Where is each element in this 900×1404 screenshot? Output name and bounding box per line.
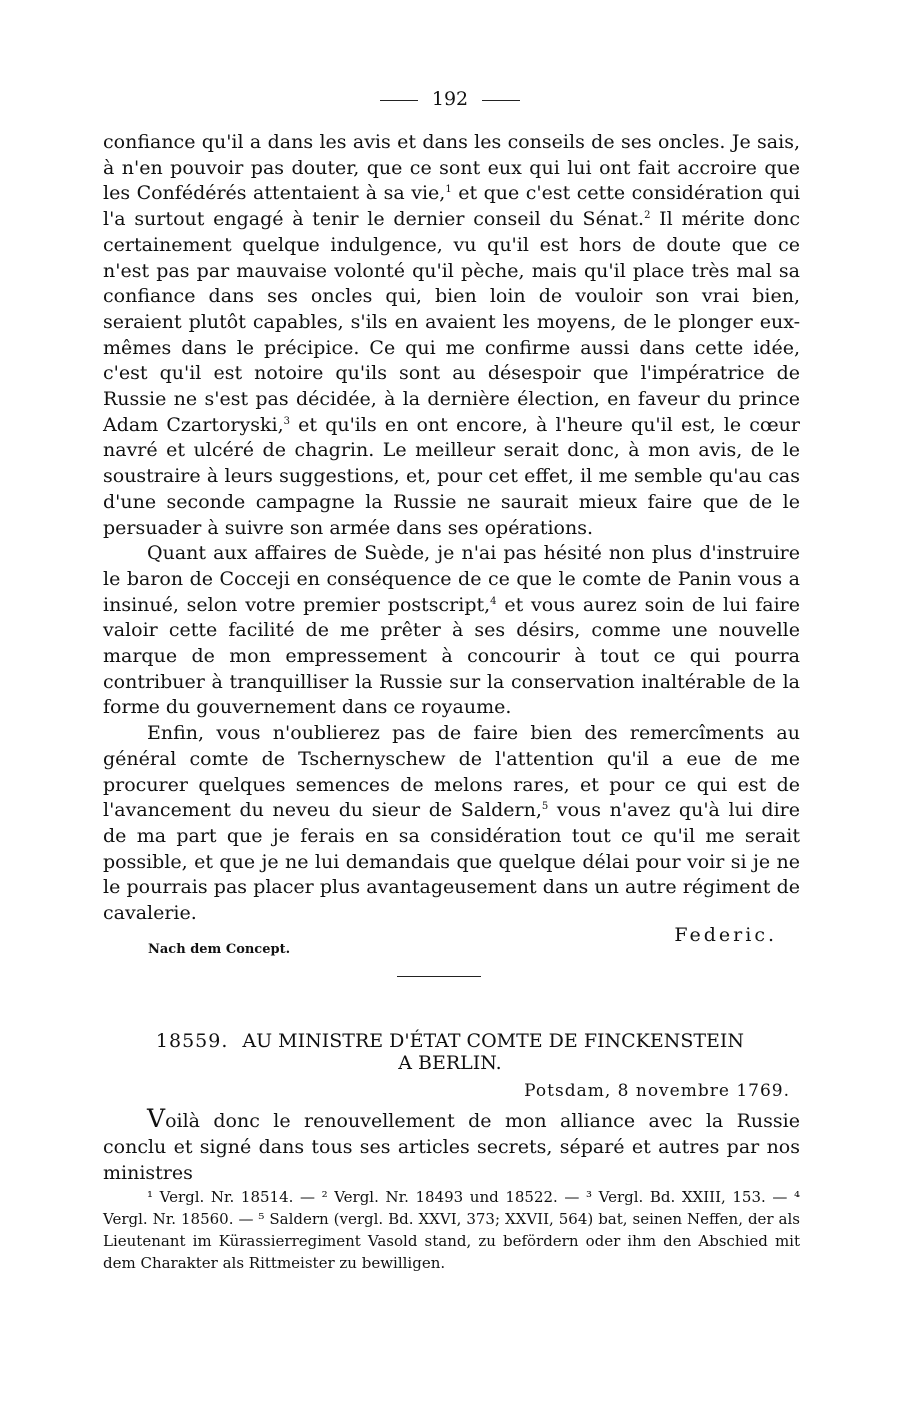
paragraph-2-text-a: Quant aux affaires de Suède, je n'ai pas hésité non plus d'instruire le baron de Cocceji en conséquence de ce que le comte de Panin vous a insinué, selon votre premier postscript,: [103, 542, 800, 616]
letter-heading: [110, 1030, 790, 1074]
dateline: Potsdam, 8 novembre 1769.: [524, 1081, 790, 1101]
letter-title-line-1: AU MINISTRE D'ÉTAT COMTE DE FINCKENSTEIN: [242, 1030, 745, 1052]
page-header: [0, 88, 900, 110]
paragraph-1-text-b: et que c'est cette considération qui l'a surtout engagé à tenir le dernier conseil du Sénat.: [103, 182, 800, 231]
section-divider: [397, 976, 481, 977]
footnote-ref-4: 4: [490, 595, 497, 607]
footnotes: [103, 1186, 800, 1274]
letter-body: [103, 1106, 800, 1186]
signature: Federic.: [674, 924, 777, 946]
paragraph-3: [103, 721, 800, 927]
paragraph-2: [103, 541, 800, 721]
paragraph-1-text-c: Il mérite donc certainement quelque indulgence, vu qu'il est hors de doute que ce n'est pas par mauvaise volonté qu'il pèche, mais qu'il place très mal sa confiance dans ses oncles qui, bien loin de vouloir son vrai bien, seraient plutôt capables, s'ils en avaient les moyens, de le plonger eux-mêmes dans le précipice. Ce qui me confirme aussi dans cette idée, c'est qu'il est notoire qu'ils sont au désespoir que l'impératrice de Russie ne s'est pas décidée, à la dernière élection, en faveur du prince Adam Czartoryski,: [103, 208, 801, 436]
paragraph-2-text-b: et vous aurez soin de lui faire valoir cette facilité de me prêter à ses désirs, comme une nouvelle marque de mon empressement à concourir à tout ce qui pourra contribuer à tranquilliser la Russie sur la conservation inaltérable de la forme du gouvernement dans ce royaume.: [103, 593, 800, 719]
letter-number: 18559.: [155, 1030, 229, 1052]
footnotes-text: ¹ Vergl. Nr. 18514. — ² Vergl. Nr. 18493 und 18522. — ³ Vergl. Bd. XXIII, 153. — ⁴ Vergl. Nr. 18560. — ⁵ Saldern (vergl. Bd. XXVI, 373; XXVII, 564) bat, seinen Neffen, der als Lieutenant im Kürassierregiment Vasold stand, zu befördern oder ihm den Abschied mit dem Charakter als Rittmeister zu bewilligen.: [103, 1188, 800, 1272]
letter-text: oilà donc le renouvellement de mon alliance avec la Russie conclu et signé dans tous ses articles secrets, séparé et autres par nos ministres: [103, 1110, 800, 1184]
source-note: Nach dem Concept.: [148, 942, 291, 957]
page-number: 192: [431, 88, 469, 110]
paragraph-1: [103, 130, 800, 541]
footnote-ref-5: 5: [541, 801, 549, 813]
letter-heading-line-1: [110, 1030, 790, 1052]
letter-title-line-2: A BERLIN.: [398, 1052, 502, 1074]
drop-cap: V: [147, 1104, 166, 1133]
paragraph-1-text-d: et qu'ils en ont encore, à l'heure qu'il est, le cœur navré et ulcéré de chagrin. Le meilleur serait donc, à mon avis, de le soustraire à leurs suggestions, et, pour cet effet, il me semble qu'au cas d'une seconde campagne la Russie ne saurait mieux faire que de le persuader à suivre son armée dans ses opérations.: [103, 413, 801, 539]
header-rule-right: [482, 100, 520, 101]
paragraph-1-text-a: confiance qu'il a dans les avis et dans les conseils de ses oncles. Je sais, à n'en pouvoir pas douter, que ce sont eux qui lui ont fait accroire que les Confédérés attentaient à sa vie,: [103, 131, 800, 205]
previous-letter-body: [103, 130, 800, 927]
letter-paragraph: [103, 1106, 800, 1186]
header-rule-left: [380, 100, 418, 101]
footnote-ref-2: 2: [644, 210, 651, 222]
paragraph-3-text-a: Enfin, vous n'oublierez pas de faire bien des remercîments au général comte de Tschernyschew de l'attention qu'il a eue de me procurer quelques semences de melons rares, et pour ce qui est de l'avancement du neveu du sieur de Saldern,: [103, 722, 800, 822]
paragraph-3-text-b: vous n'avez qu'à lui dire de ma part que je ferais en sa considération tout ce qu'il me serait possible, et que je ne lui demandais que quelque délai pour voir si je ne le pourrais pas placer plus avantageusement dans un autre régiment de cavalerie.: [103, 799, 800, 925]
footnote-ref-3: 3: [283, 415, 290, 427]
footnote-ref-1: 1: [445, 184, 452, 196]
